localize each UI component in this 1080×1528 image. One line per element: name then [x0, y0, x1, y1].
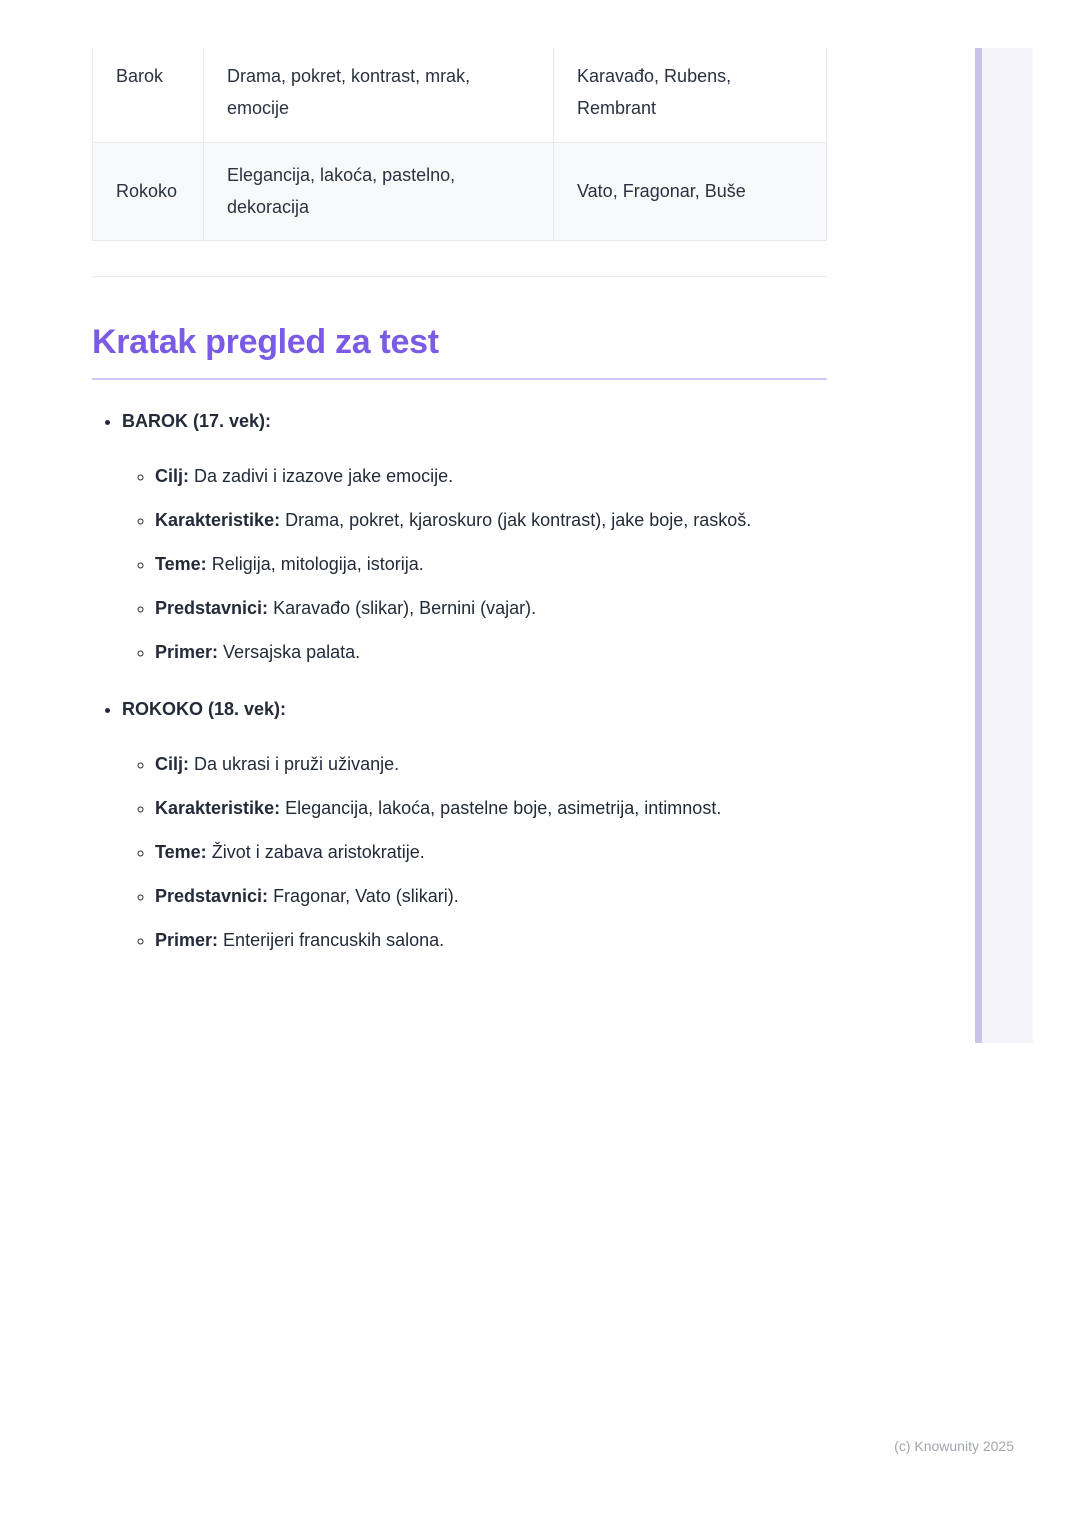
- list-item: [155, 749, 827, 780]
- page-edge-strip: [975, 48, 1033, 1043]
- list-item: [155, 925, 827, 956]
- list-item: [155, 837, 827, 868]
- copyright-text: (c) Knowunity 2025: [894, 1438, 1014, 1454]
- item-label: Primer:: [155, 641, 219, 662]
- item-label: Teme:: [155, 841, 207, 862]
- item-text: Enterijeri francuskih salona.: [223, 929, 445, 950]
- list-item: [155, 593, 827, 624]
- item-text: Versajska palata.: [223, 641, 361, 662]
- group-label: BAROK (17. vek):: [122, 410, 272, 431]
- section-divider: [92, 276, 827, 277]
- cell-artists: Vato, Fragonar, Buše: [554, 142, 827, 240]
- table-row: [93, 48, 827, 142]
- cell-characteristics: Elegancija, lakoća, pastelno, dekoracija: [204, 142, 554, 240]
- list-group-barok: [122, 406, 827, 668]
- page-content: [92, 48, 827, 982]
- item-label: Cilj:: [155, 753, 189, 774]
- list-group-rokoko: [122, 694, 827, 956]
- list-item: [155, 505, 827, 536]
- cell-characteristics: Drama, pokret, kontrast, mrak, emocije: [204, 48, 554, 142]
- list-item: [155, 881, 827, 912]
- list-item: [155, 793, 827, 824]
- item-label: Karakteristike:: [155, 509, 281, 530]
- item-text: Elegancija, lakoća, pastelne boje, asimetrija, intimnost.: [285, 797, 722, 818]
- item-text: Drama, pokret, kjaroskuro (jak kontrast), jake boje, raskoš.: [285, 509, 752, 530]
- item-text: Život i zabava aristokratije.: [211, 841, 425, 862]
- list-item: [155, 549, 827, 580]
- list-item: [155, 637, 827, 668]
- item-label: Predstavnici:: [155, 597, 269, 618]
- group-sublist: [122, 749, 827, 956]
- item-label: Karakteristike:: [155, 797, 281, 818]
- item-label: Teme:: [155, 553, 207, 574]
- item-label: Predstavnici:: [155, 885, 269, 906]
- item-text: Fragonar, Vato (slikari).: [273, 885, 459, 906]
- item-text: Da zadivi i izazove jake emocije.: [194, 465, 454, 486]
- item-text: Religija, mitologija, istorija.: [211, 553, 424, 574]
- table-row: [93, 142, 827, 240]
- item-text: Da ukrasi i pruži uživanje.: [194, 753, 400, 774]
- cell-artists: Karavađo, Rubens, Rembrant: [554, 48, 827, 142]
- list-item: [155, 461, 827, 492]
- item-label: Primer:: [155, 929, 219, 950]
- item-text: Karavađo (slikar), Bernini (vajar).: [273, 597, 537, 618]
- cell-style-name: Barok: [93, 48, 204, 142]
- styles-table: [92, 48, 827, 241]
- group-sublist: [122, 461, 827, 668]
- overview-list: [92, 406, 827, 956]
- group-label: ROKOKO (18. vek):: [122, 698, 287, 719]
- item-label: Cilj:: [155, 465, 189, 486]
- cell-style-name: Rokoko: [93, 142, 204, 240]
- section-title: Kratak pregled za test: [92, 323, 827, 380]
